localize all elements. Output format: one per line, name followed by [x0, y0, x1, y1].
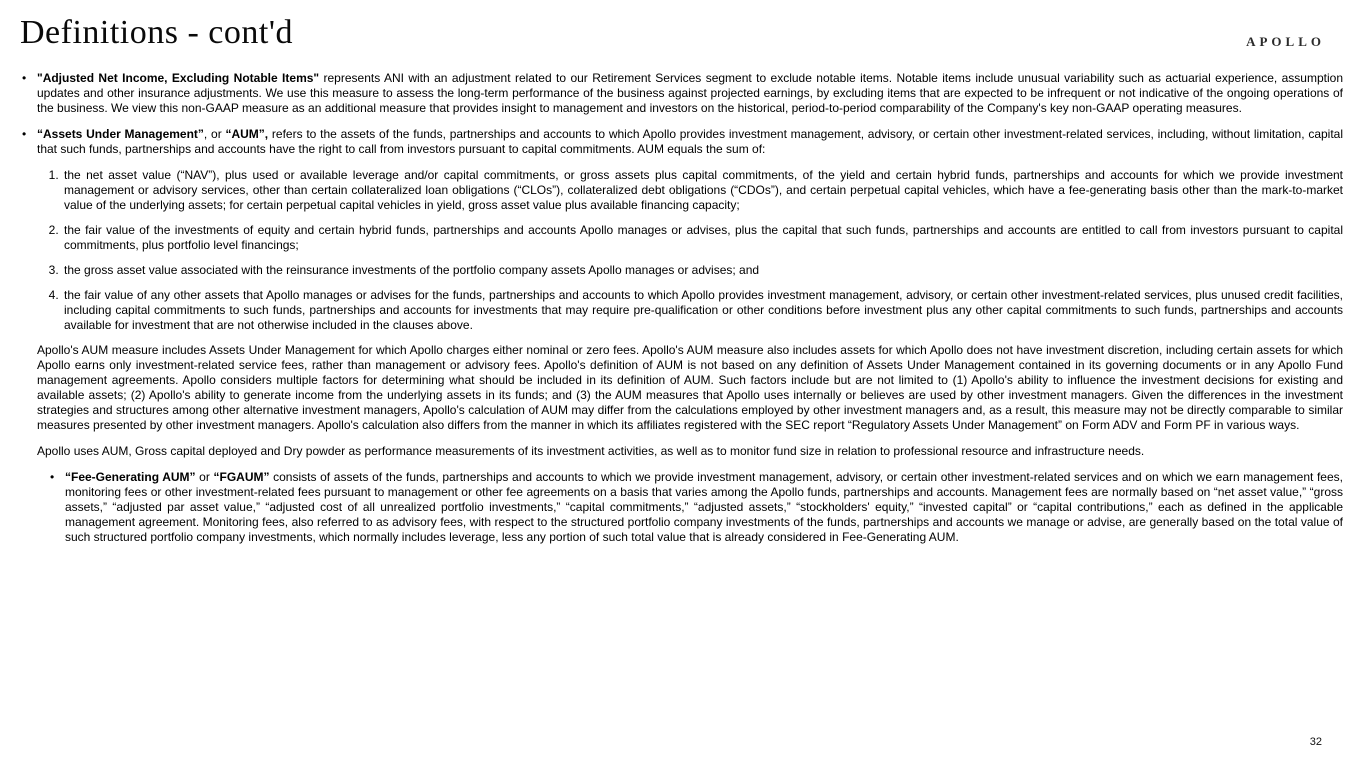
aum-usage-note: Apollo uses AUM, Gross capital deployed and Dry powder as performance measurements of its investment activities, as well as to monitor fund size in relation to professional resource and infrastructure needs. [37, 444, 1145, 459]
definition-text: refers to the assets of the funds, partnerships and accounts to which Apollo provides investment management, advisory, or certain other investment-related services, including, without limitation, capital that such funds, partnerships and accounts have the right to call from investors pursuant to capital commitments. AUM equals the sum of: [37, 127, 1344, 157]
definition-term-abbrev: “FGAUM” [213, 470, 270, 485]
definition-text: or [195, 470, 214, 485]
slide-header [0, 0, 1365, 51]
page-number: 32 [1309, 736, 1322, 748]
definition-term: “Fee-Generating AUM” [65, 470, 196, 485]
definition-text: consists of assets of the funds, partnerships and accounts to which we provide investment management, advisory, or certain other investment-related services and on which we earn management fees, monitoring fees or other investment-related fees pursuant to management or other fee agreements on a basis that varies among the Apollo funds, partnerships and accounts. Management fees are normally based on “net asset value,” “gross assets,” “adjusted par asset value,” “adjusted cost of all unrealized portfolio investments,” “capital commitments,” “adjusted assets,” “stockholders' equity,” “invested capital” or “capital contributions,” each as defined in the applicable management agreement. Monitoring fees, also referred to as advisory fees, with respect to the structured portfolio company investments of the funds, partnerships and accounts we manage or advise, are generally based on the total value of such structured portfolio company investments, which normally includes leverage, less any portion of such total value that is already considered in Fee-Generating AUM. [65, 470, 1343, 545]
page-title: Definitions - cont'd [20, 14, 293, 51]
bullet-icon: • [50, 470, 55, 485]
apollo-logo: APOLLO [1246, 34, 1325, 49]
definitions-body [0, 51, 1365, 545]
definition-adjusted-net-income [22, 71, 1343, 116]
aum-components-list [22, 168, 1343, 333]
list-item: 4. the fair value of any other assets that Apollo manages or advises for the funds, partnerships and accounts to which Apollo provides investment management, advisory, or certain other investment-related services, plus unused credit facilities, including capital commitments to such funds, partnerships and accounts for investments that may require pre-qualification or other conditions before investment plus any other capital commitments to such funds, partnerships and accounts available for investment that are not otherwise included in the clauses above. [62, 288, 1343, 333]
definition-term: "Adjusted Net Income, Excluding Notable Items" [37, 71, 320, 86]
bullet-icon: • [22, 127, 27, 142]
bullet-icon: • [22, 71, 27, 86]
definition-fee-generating-aum [50, 470, 1343, 545]
definition-text: represents ANI with an adjustment related to our Retirement Services segment to exclude notable items. Notable items include unusual variability such as actuarial experience, assumption updates and other insurance adjustments. We use this measure to assess the long-term performance of the business against projected earnings, by excluding items that are expected to be infrequent or not indicative of the ongoing operations of the business. We view this non-GAAP measure as an additional measure that provides insight to management and investors on the historical, period-to-period comparability of the Company's key non-GAAP operating measures. [37, 71, 1343, 116]
definition-assets-under-management [22, 127, 1343, 157]
definition-term: “Assets Under Management” [37, 127, 204, 142]
aum-measure-note: Apollo's AUM measure includes Assets Under Management for which Apollo charges either nominal or zero fees. Apollo's AUM measure also includes assets for which Apollo does not have investment discretion, including certain assets for which Apollo earns only investment-related service fees, rather than management or advisory fees. Apollo's definition of AUM is not based on any definition of Assets Under Management contained in its governing documents or in any Apollo Fund management agreements. Apollo considers multiple factors for determining what should be included in its definition of AUM. Such factors include but are not limited to (1) Apollo's ability to influence the investment decisions for existing and available assets; (2) Apollo's ability to generate income from the underlying assets in its funds; and (3) the AUM measures that Apollo uses internally or believes are used by other investment managers. Given the differences in the investment strategies and structures among other alternative investment managers, Apollo's calculation of AUM may differ from the calculations employed by other investment managers and, as a result, this measure may not be directly comparable to similar measures presented by other investment managers. Apollo's calculation also differs from the manner in which its affiliates registered with the SEC report “Regulatory Assets Under Management” on Form ADV and Form PF in various ways. [37, 343, 1343, 433]
definition-text: , or [203, 127, 226, 142]
list-item: 1. the net asset value (“NAV”), plus used or available leverage and/or capital commitments, or gross assets plus capital commitments, of the yield and certain hybrid funds, partnerships and accounts for which we provide investment management or advisory services, other than certain collateralized loan obligations (“CLOs”), collateralized debt obligations (“CDOs”), and certain perpetual capital vehicles, which have a fee-generating basis other than the mark-to-market value of the underlying assets; for certain perpetual capital vehicles in yield, gross asset value plus available financing capacity; [62, 168, 1343, 213]
list-item: 2. the fair value of the investments of equity and certain hybrid funds, partnerships and accounts Apollo manages or advises, plus the capital that such funds, partnerships and accounts are entitled to call from investors pursuant to capital commitments, plus portfolio level financings; [62, 223, 1343, 253]
definition-term-abbrev: “AUM”, [225, 127, 269, 142]
list-item: 3. the gross asset value associated with the reinsurance investments of the portfolio company assets Apollo manages or advises; and [62, 263, 1343, 278]
